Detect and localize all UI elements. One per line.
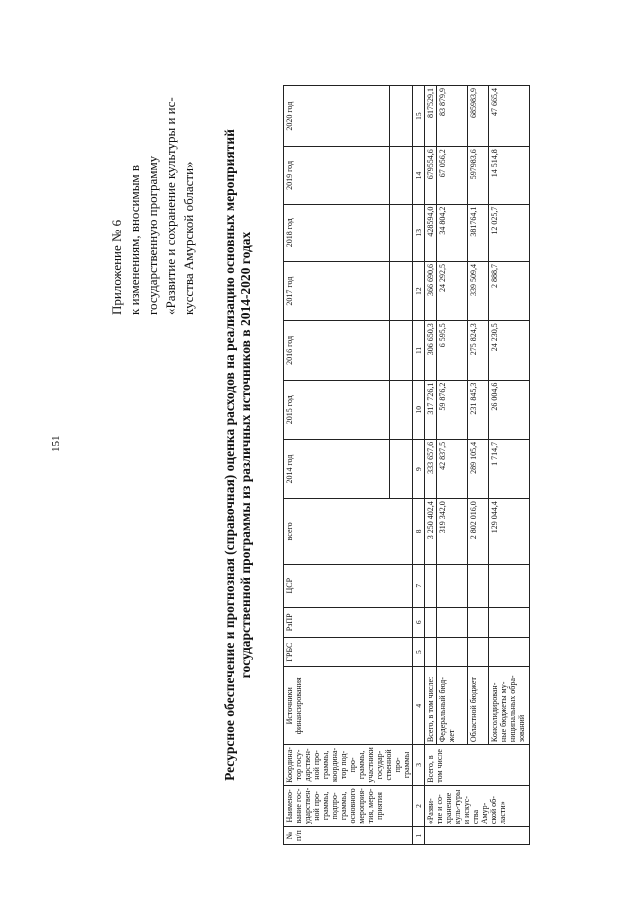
header-spacer [390, 204, 413, 261]
col-number: 5 [413, 637, 425, 667]
header-spacer [390, 261, 413, 320]
value-cell: 319 342,0 [437, 499, 468, 564]
header-2020: 2020 год [284, 86, 390, 147]
header-spacer [390, 321, 413, 380]
row-num-cell [425, 827, 530, 845]
source-cell: Всего, в том числе: [425, 667, 437, 745]
value-cell: 24 292,5 [437, 261, 468, 320]
value-cell: 67 056,2 [437, 147, 468, 204]
table-row [437, 86, 468, 845]
value-cell: 597983,6 [468, 147, 489, 204]
col-number: 1 [413, 827, 425, 845]
header-name: Наимено-вание гос-ударствен-ной про-граммы, подпро-граммы, основного мероприя-тия, меро-приятия [284, 785, 413, 826]
col-number: 3 [413, 745, 425, 786]
col-number: 6 [413, 607, 425, 637]
table-row [468, 86, 489, 845]
col-number: 7 [413, 564, 425, 607]
header-source: Источники финансирования [284, 667, 413, 745]
header-grbs: ГРБС [284, 637, 413, 667]
col-number: 15 [413, 86, 425, 147]
value-cell: 3 250 402,4 [425, 499, 437, 564]
col-number: 9 [413, 439, 425, 498]
rzpr-cell [489, 607, 530, 637]
value-cell: 289 105,4 [468, 439, 489, 498]
title-line: Ресурсное обеспечение и прогнозная (справочная) оценка расходов на реализацию основных мероприятий [222, 129, 237, 781]
value-cell: 83 879,9 [437, 86, 468, 147]
grbs-cell [468, 637, 489, 667]
value-cell: 685983,9 [468, 86, 489, 147]
header-2014: 2014 год [284, 439, 390, 498]
col-number: 10 [413, 380, 425, 439]
value-cell: 26 004,6 [489, 380, 530, 439]
value-cell: 6 595,5 [437, 321, 468, 380]
table-header-row [284, 86, 390, 845]
appendix-line: Приложение № 6 [109, 219, 124, 315]
program-name-cell: «Разви-тие и со-хранение куль-туры и искус-ства Амур-ской об-ласти» [425, 785, 530, 826]
col-number: 2 [413, 785, 425, 826]
header-spacer [390, 380, 413, 439]
grbs-cell [489, 637, 530, 667]
value-cell: 1 714,7 [489, 439, 530, 498]
col-number: 12 [413, 261, 425, 320]
page-number [50, 436, 62, 453]
column-number-row [413, 86, 425, 845]
document-title [222, 75, 254, 835]
value-cell: 428594,0 [425, 204, 437, 261]
csr-cell [437, 564, 468, 607]
value-cell: 339 509,4 [468, 261, 489, 320]
header-2017: 2017 год [284, 261, 390, 320]
header-2018: 2018 год [284, 204, 390, 261]
col-number: 14 [413, 147, 425, 204]
col-number: 13 [413, 204, 425, 261]
grbs-cell [437, 637, 468, 667]
source-cell: Федеральный бюд-жет [437, 667, 468, 745]
header-2019: 2019 год [284, 147, 390, 204]
appendix-line: к изменениям, вносимым в [127, 164, 142, 315]
header-csr: ЦСР [284, 564, 413, 607]
value-cell: 2 888,7 [489, 261, 530, 320]
value-cell: 679554,6 [425, 147, 437, 204]
header-spacer [390, 439, 413, 498]
csr-cell [425, 564, 437, 607]
appendix-block [108, 15, 198, 315]
header-rzpr: РзПР [284, 607, 413, 637]
table-row [489, 86, 530, 845]
header-coordinator: Координа-тор госу-дарствен-ной про-граммы, координа-тор под-про-граммы, участники государ-ственной про-граммы [284, 745, 413, 786]
header-spacer [390, 86, 413, 147]
value-cell: 24 230,5 [489, 321, 530, 380]
page-number-text: 151 [50, 435, 62, 452]
source-cell: Областной бюджет [468, 667, 489, 745]
rzpr-cell [437, 607, 468, 637]
value-cell: 231 845,3 [468, 380, 489, 439]
value-cell: 129 044,4 [489, 499, 530, 564]
header-spacer [390, 147, 413, 204]
header-2016: 2016 год [284, 321, 390, 380]
appendix-line: «Развитие и сохранение культуры и ис- [163, 97, 178, 315]
funding-table [283, 85, 530, 845]
value-cell: 317 726,1 [425, 380, 437, 439]
value-cell: 2 802 016,0 [468, 499, 489, 564]
title-line: государственной программы из различных источников в 2014-2020 годах [238, 231, 253, 679]
header-2015: 2015 год [284, 380, 390, 439]
col-number: 8 [413, 499, 425, 564]
appendix-line: государственную программу [145, 155, 160, 315]
table-row [425, 86, 437, 845]
grbs-cell [425, 637, 437, 667]
col-number: 11 [413, 321, 425, 380]
value-cell: 817529,1 [425, 86, 437, 147]
csr-cell [489, 564, 530, 607]
coordinator-cell: Всего, в том числе [425, 745, 530, 786]
value-cell: 47 665,4 [489, 86, 530, 147]
value-cell: 12 025,7 [489, 204, 530, 261]
col-number: 4 [413, 667, 425, 745]
csr-cell [468, 564, 489, 607]
value-cell: 366 690,6 [425, 261, 437, 320]
value-cell: 381764,1 [468, 204, 489, 261]
value-cell: 275 824,3 [468, 321, 489, 380]
appendix-line: кусства Амурской области» [181, 161, 196, 315]
value-cell: 333 657,6 [425, 439, 437, 498]
header-total: всего [284, 499, 413, 564]
table [283, 85, 530, 845]
rzpr-cell [468, 607, 489, 637]
value-cell: 14 514,8 [489, 147, 530, 204]
source-cell: Консолидирован-ные бюджеты му-ниципальных обра-зований [489, 667, 530, 745]
value-cell: 59 876,2 [437, 380, 468, 439]
header-num: № п/п [284, 827, 413, 845]
value-cell: 42 837,5 [437, 439, 468, 498]
value-cell: 306 650,3 [425, 321, 437, 380]
rzpr-cell [425, 607, 437, 637]
value-cell: 34 804,2 [437, 204, 468, 261]
